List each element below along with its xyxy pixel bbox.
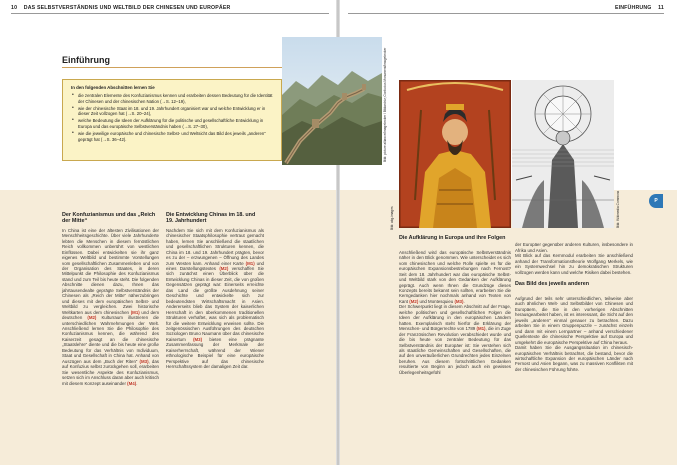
material-reference[interactable]: (M3) [193, 336, 203, 342]
column-body [515, 291, 633, 373]
column-weltbild-fortsetzung [515, 237, 633, 372]
body-text: Anschließend wird das europäische Selbstverständnis näher in den Blick genommen. Wie unterscheidet es sich vom chinesischen und welche Rolle spielte es für die europäischen Expansionsbestrebungen nach Fernost? Seit dem 18. Jahrhundert war das europäische Selbst- und Weltbild stark von den Gedanken der Aufklärung geprägt. Auch wenn Ihnen die Grundzüge dieses Konzepts bereits bekannt sein sollten, erarbeiten Sie die Kerngedanken hier nochmals anhand von Texten von Kant [399, 249, 511, 304]
left-running-header [11, 5, 230, 11]
body-text: . Der Schwerpunkt liegt in diesem Abschnitt auf der Frage, welche politischen und gesellschaftlichen Folgen die Ideen der Aufklärung in den europäischen Ländern hatten. Exemplarisch steht hierfür die Erklärung der Menschen- und Bürgerrechte von 1789 [399, 298, 511, 332]
column-body [399, 244, 511, 375]
body-text: , das auf Konfuzius selbst zurückgehen soll, erarbeiten Sie wesentliche Aspekte des Konfuzianismus, setzen sich im Anschluss daran aber auch kritisch mit diesem Konzept auseinander [62, 358, 159, 386]
left-header-title: DAS SELBSTVERSTÄNDNIS UND WELTBILD DER CHINESEN UND EUROPÄER [23, 5, 231, 11]
material-reference[interactable]: (M4) [127, 380, 137, 386]
body-text: und dem deutschen [62, 309, 159, 321]
material-reference[interactable]: (M1) [130, 309, 140, 315]
confucius-credit: Bild: akg-images [390, 206, 394, 230]
body-text: In China ist eine der ältesten Zivilisationen der Menschheitsgeschichte. Über viele Jahrhunderte lebten die Menschen in diesem fernöstlichen Reich vollkommen unberührt von westlichen Einflüssen. Dabei entwickelten sie ihr ganz eigenes Weltbild und bestimmte Vorstellungen vom gesellschaftlichen Zusammenleben und von der Organisation des Staates, in deren Mittelpunkt die Philosophie des Konfuzianismus stand und zum Teil bis heute steht. Die folgenden Abschnitte dienen dazu, Ihnen das jahrtausendealte geprägte Selbstverständnis der Chinesen als „Reich der Mitte“ näherzubringen und dieses mit dem europäischen Selbst- und Weltbild zu vergleichen. Zwei historische Weltkarten aus dem chinesischen [62, 227, 159, 315]
column-body [515, 237, 633, 275]
body-text: . [136, 380, 138, 386]
body-text: Kulturraum illustrieren die unterschiedlichen Wahrnehmungen der Welt. Anschließend lernen Sie die Philosophie des Konfuzianismus kennen, die während des Kaiserzeit gesagt an die chinesische „Staatslehre“ diente und die bis heute eine große Bedeutung für das Verhältnis von Individuum, Staat und Gesellschaft in China hat. Anhand von Auszügen aus dem „Buch der Riten“ [62, 315, 159, 364]
left-header-rule [11, 13, 329, 14]
material-reference[interactable]: (M2) [409, 298, 419, 304]
engraving-credit: Bild: Wikimedia Commons [616, 190, 620, 228]
objective-item: • die zentralen Elemente des Konfuzianismus kennen und erarbeiten dessen Bedeutung für die Identität der Chinesen und der chinesischen Nation (→S. 12–19), [71, 93, 276, 104]
column-aufklaerung [399, 235, 511, 375]
body-text: Aufgrund der teils sehr unterschiedlichen, teilweise aber auch ähnlichen Welt- und Selbstbilder von Chinesen und Europäern, die Sie in den vorherigen Abschnitten herausgearbeitet haben, ist es interessant, die Sicht auf den jeweils „anderen“ einmal genauer zu betrachten. Dazu arbeiten Sie in einem Gruppenpuzzle – zunächst einzeln und dann mit einem Lernpartner – anhand verschiedener Quellentexte die chinesische Perspektive auf Europa und umgekehrt die europäische Perspektive auf China heraus. Damit haben Sie die Ausgangssituation im chinesisch-europäischen Verhältnis betrachtet, die bestand, bevor die wirtschaftliche Expansion der europäischen Länder nach Fernost und Asien begann, was zu massiven Konflikten mit der chinesischen Führung führte. [515, 296, 633, 372]
right-running-header [615, 5, 664, 11]
column-entwicklung-chinas [166, 212, 264, 370]
left-page-number: 10 [11, 5, 18, 11]
engraving-illustration [512, 80, 614, 228]
body-text: , die im Zuge der Französischen Revolution verabschiedet wurde und die bis heute von zentraler Bedeutung für das Selbstverständnis der Europäer ist: Sie verstehen sich als staatliche Gemeinschaften und Gesellschaften, die auf den unveräußerlichen Grundrechten jedes Einzelnen beruhen. Aus diesem fortschrittlichen Gedanken resultierte von Beginn an jedoch auch ein gewisses Überlegenheitsgefühl [399, 326, 511, 375]
body-text: verschaffen Sie sich zunächst einen Überblick über die Entwicklung Chinas in dieser Zeit, die von großen Gegensätzen geprägt war: Einerseits erreichte das Land die größte Ausdehnung seiner Geschichte und entwickelte sich zur bedeutendsten Wirtschaftsmacht in Asien. Andererseits blieb das System der kaiserlichen Herrschaft in den überkommenen traditionellen Strukturen verhaftet, was sich als problematisch für die weitere Entwicklung erweisen sollte. Die zeitgenössischen Ausführungen des deutschen Soziologen Bruno Naumann über das chinesische Kaisertum [166, 265, 264, 342]
objective-item: • wie die jeweilige europäische und chinesische Selbst- und Weltsicht das Bild des jeweils „anderen“ geprägt hat (→S. 36–42). [71, 131, 276, 142]
column-body [166, 228, 264, 370]
chapter-tab[interactable]: P [649, 194, 663, 208]
wall-photo-credit: Bild: picture alliance/Imagebroker / Bildarchiv; Confucius Monument/Imagebroker [383, 47, 387, 162]
column-heading: Das Bild des jeweils anderen [515, 281, 590, 288]
right-header-rule [348, 13, 664, 14]
body-text: und Montesquieu [418, 298, 455, 304]
confucius-painting [399, 80, 511, 228]
body-text: der Europäer gegenüber anderen Kulturen, insbesondere in Afrika und Asien. Mit Blick auf das Kernmodul erarbeiten Sie anschließend anhand der Transformationstheorie Wolfgang Merkels, wie ein Systemwechsel hin zu demokratischen Strukturen vollzogen werden kann und welche Risiken dabei bestehen. [515, 242, 633, 275]
objectives-intro: In den folgenden Abschnitten lernen Sie [71, 85, 155, 90]
objective-item: • welche Bedeutung die Ideen der Aufklärung für die politische und gesellschaftliche Entwicklung in Europa und das europäische Selbstverständnis haben (→S. 27–30), [71, 118, 276, 129]
confucius-illustration [399, 80, 511, 228]
column-heading: Die Entwicklung Chinas im 18. und 19. Jahrhundert [166, 212, 256, 225]
body-text: Nachdem Sie sich mit dem Konfuzianismus als chinesischer Staatsphilosophie vertraut gemacht haben, lernen Sie anschließend die staatlichen und gesellschaftlichen Strukturen kennen, die China im 18. und 19. Jahrhundert prägten, bevor es zu der – erzwungenen – Öffnung des Landes zum Westen kam. Anhand einer Karte [166, 227, 264, 266]
material-reference[interactable]: (M2) [219, 265, 229, 271]
column-heading: Der Konfuzianismus und das „Reich der Mitte“ [62, 212, 156, 225]
european-engraving [512, 80, 614, 228]
material-reference[interactable]: (M2) [87, 315, 97, 321]
body-text: bieten eine prägnante Zusammenfassung der Merkmale der Kaiserherrschaft, während der Wiener ethnologische Beispiel für eine europäische Perspektive auf das chinesische Herrschaftssystem der damaligen Zeit dar. [166, 336, 265, 370]
column-body [62, 228, 159, 386]
right-page-number: 11 [658, 5, 664, 11]
great-wall-illustration [282, 37, 382, 165]
section-title: Einführung [62, 55, 110, 65]
material-reference[interactable]: (M1) [476, 326, 486, 332]
material-reference[interactable]: (M3) [454, 298, 464, 304]
material-reference[interactable]: (M3) [139, 358, 149, 364]
right-header-title: EINFÜHRUNG [614, 5, 652, 11]
great-wall-photo [282, 37, 382, 165]
body-text: und eines Darstellungstextes [166, 260, 264, 271]
column-heading: Die Aufklärung in Europa und ihre Folgen [399, 235, 506, 241]
material-reference[interactable]: (M1) [245, 260, 255, 266]
learning-objectives-box [62, 79, 282, 161]
column-konfuzianismus [62, 212, 159, 386]
section-title-rule [62, 67, 282, 68]
objective-item: • wie der chinesische Staat im 18. und 19. Jahrhundert organisiert war und welche Entwicklung er in dieser Zeit vollzogen hat (→S. 20–24), [71, 106, 276, 117]
